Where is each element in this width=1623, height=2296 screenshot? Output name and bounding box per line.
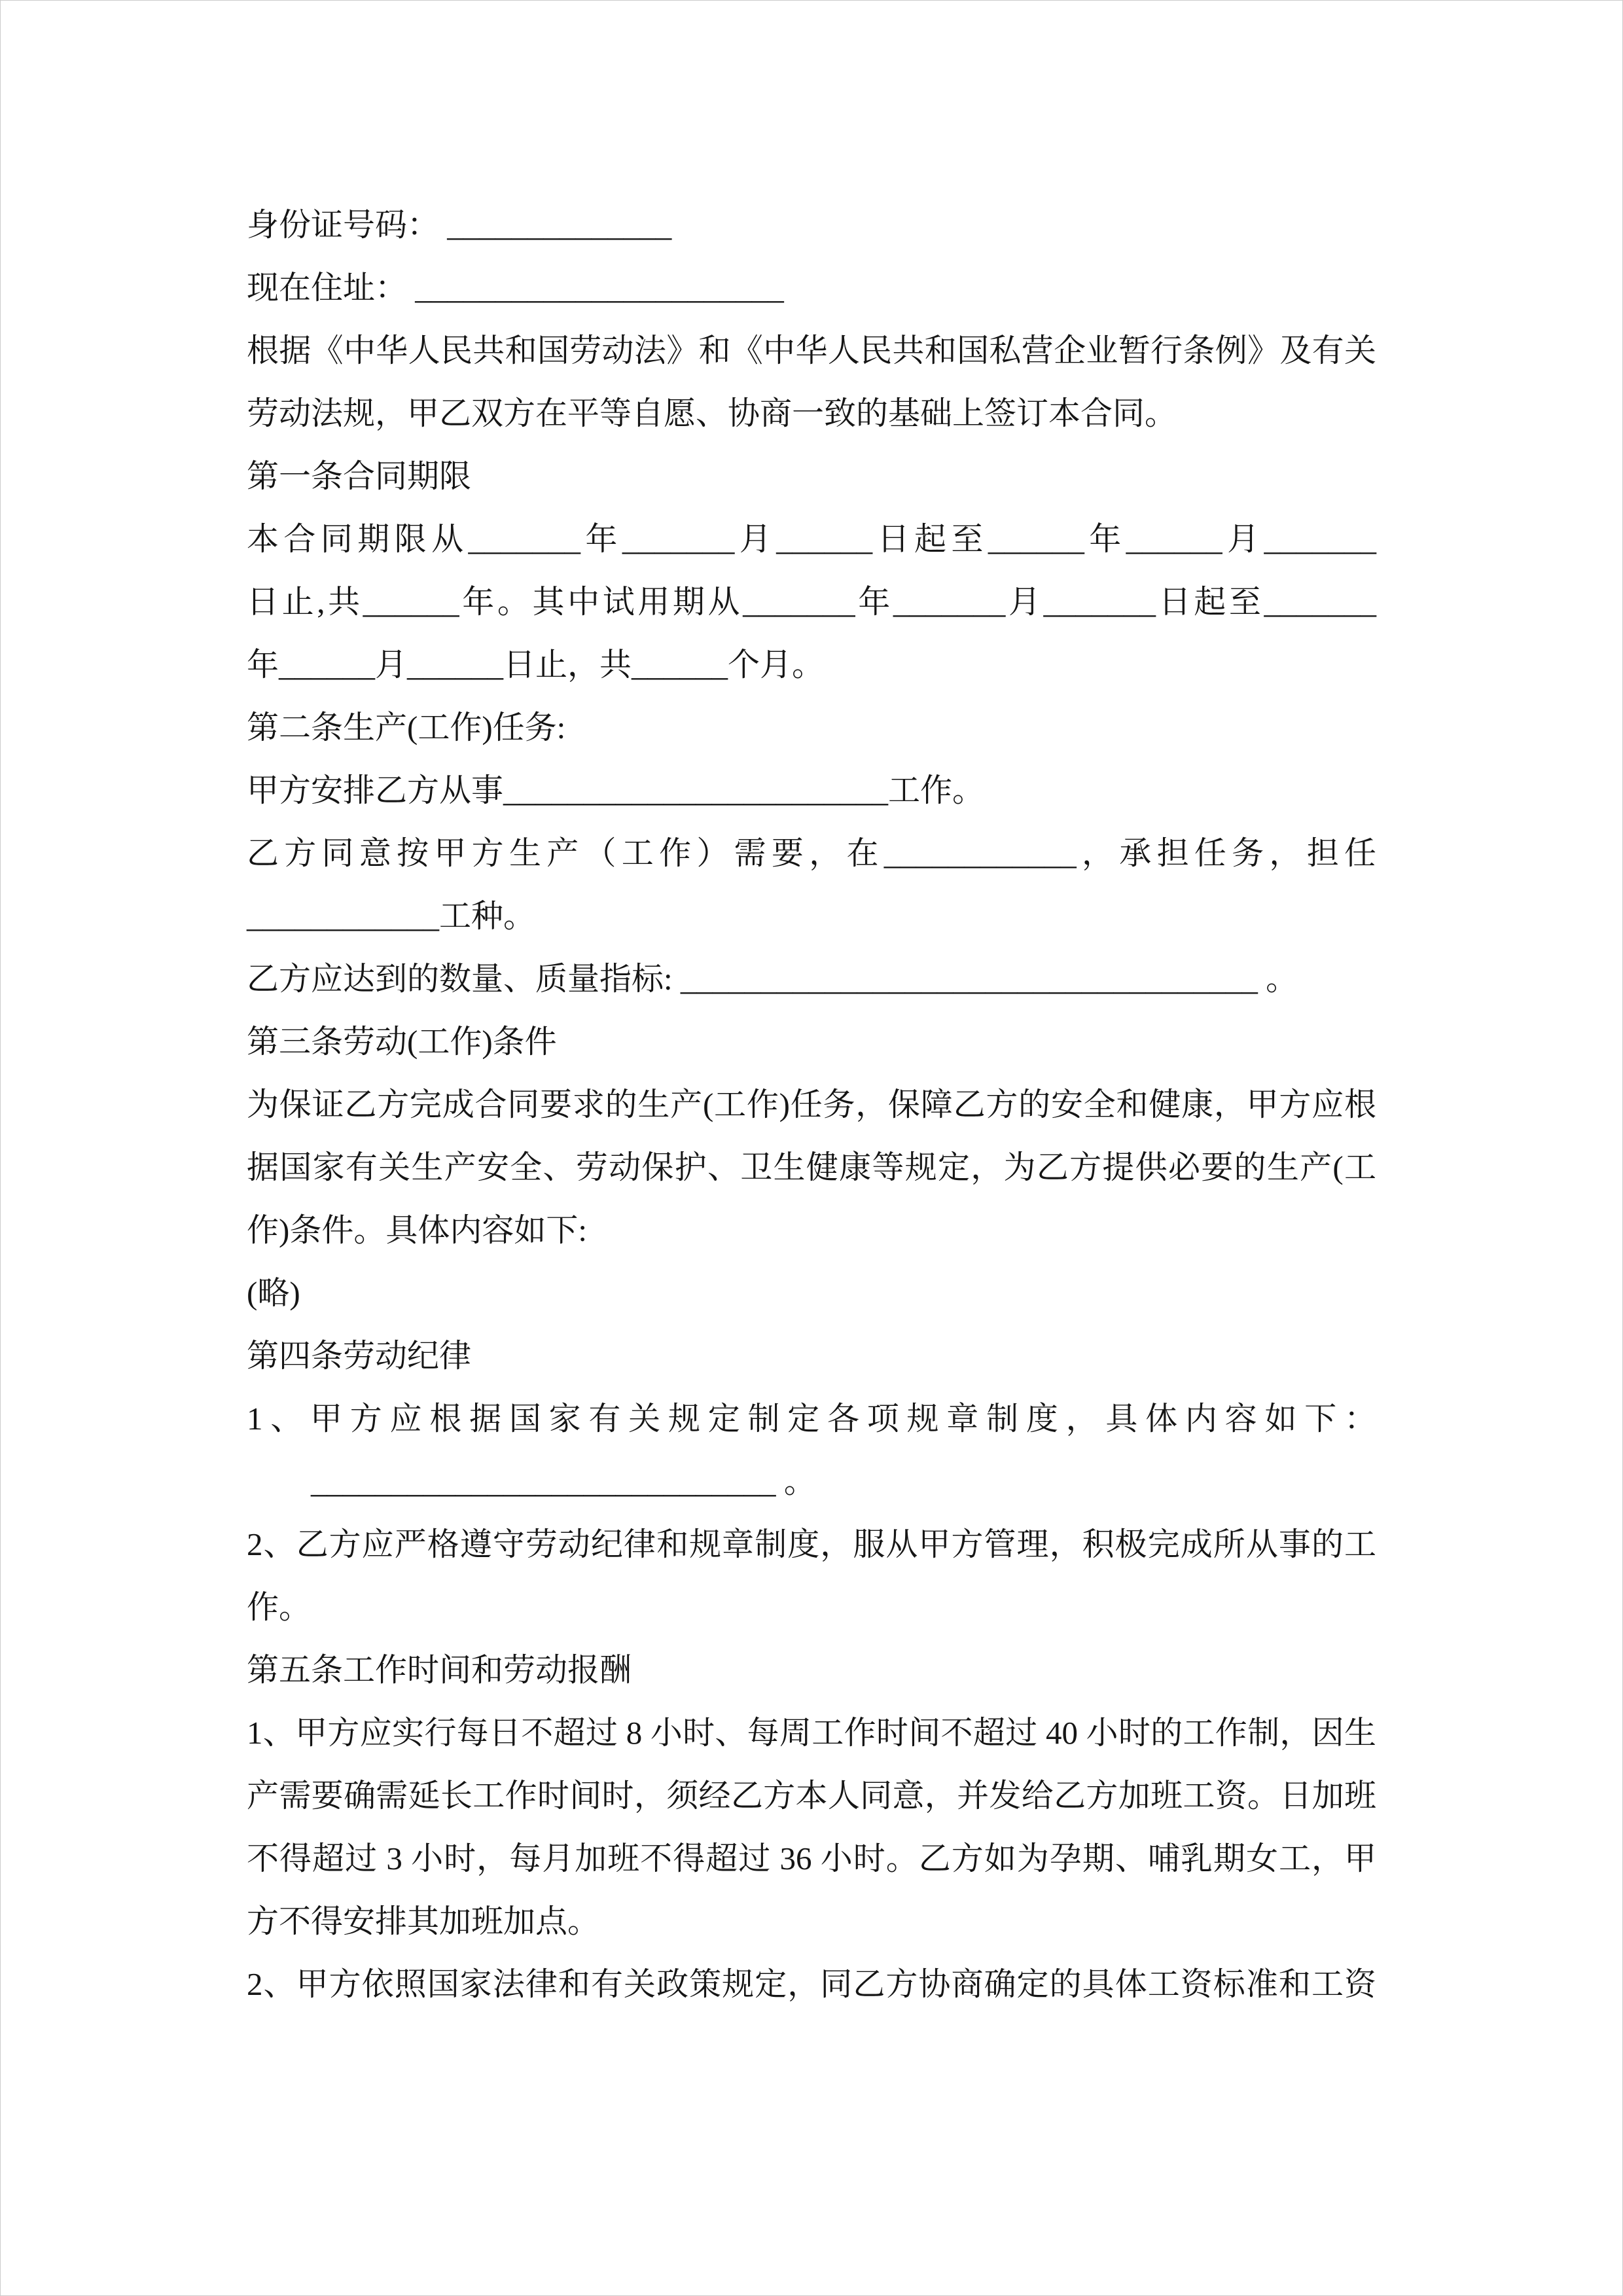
text-line: 第三条劳动(工作)条件 bbox=[247, 1024, 557, 1060]
text-line: 日止,共______年。其中试用期从_______年_______月_______日起至_______ bbox=[247, 584, 1376, 620]
text-line: 第五条工作时间和劳动报酬 bbox=[247, 1652, 632, 1688]
text-line: 年______月______日止，共______个月。 bbox=[247, 647, 825, 683]
document-body bbox=[247, 194, 1376, 2016]
text-line: 作。 bbox=[247, 1589, 312, 1625]
text-line: 乙方同意按甲方生产（工作）需要，在____________，承担任务，担任 bbox=[247, 835, 1376, 871]
text-line: 方不得安排其加班加点。 bbox=[247, 1903, 600, 1939]
text-line: 乙方应达到的数量、质量指标: ____________________________________ 。 bbox=[247, 961, 1298, 997]
text-line: 2、甲方依照国家法律和有关政策规定，同乙方协商确定的具体工资标准和工资 bbox=[247, 1966, 1376, 2002]
text-line: 甲方安排乙方从事________________________工作。 bbox=[247, 772, 985, 808]
text-line: 第四条劳动纪律 bbox=[247, 1338, 472, 1374]
text-line: 第二条生产(工作)任务: bbox=[247, 709, 566, 745]
text-line: 作)条件。具体内容如下: bbox=[247, 1212, 587, 1248]
text-line: 劳动法规，甲乙双方在平等自愿、协商一致的基础上签订本合同。 bbox=[247, 395, 1177, 431]
text-line: 据国家有关生产安全、劳动保护、卫生健康等规定，为乙方提供必要的生产(工 bbox=[247, 1149, 1376, 1185]
text-line: ____________工种。 bbox=[247, 898, 536, 934]
text-line: 1、甲方应实行每日不超过 8 小时、每周工作时间不超过 40 小时的工作制，因生 bbox=[247, 1715, 1376, 1751]
text-line: 产需要确需延长工作时间时，须经乙方本人同意，并发给乙方加班工资。日加班 bbox=[247, 1778, 1376, 1814]
text-line: 本合同期限从_______年_______月______日起至______年______月_______ bbox=[247, 521, 1376, 557]
text-line: 现在住址： _______________________ bbox=[247, 270, 784, 306]
text-line: 为保证乙方完成合同要求的生产(工作)任务，保障乙方的安全和健康，甲方应根 bbox=[247, 1086, 1376, 1122]
text-line: _____________________________ 。 bbox=[247, 1463, 816, 1499]
text-line: 不得超过 3 小时，每月加班不得超过 36 小时。乙方如为孕期、哺乳期女工，甲 bbox=[247, 1840, 1376, 1876]
text-line: 2、乙方应严格遵守劳动纪律和规章制度，服从甲方管理，积极完成所从事的工 bbox=[247, 1526, 1376, 1562]
text-line: 1、甲方应根据国家有关规定制定各项规章制度，具体内容如下： bbox=[247, 1401, 1376, 1437]
text-line: 身份证号码： ______________ bbox=[247, 207, 672, 243]
text-line: 根据《中华人民共和国劳动法》和《中华人民共和国私营企业暂行条例》及有关 bbox=[247, 332, 1376, 368]
text-line: 第一条合同期限 bbox=[247, 458, 472, 494]
text-line: (略) bbox=[247, 1275, 300, 1311]
